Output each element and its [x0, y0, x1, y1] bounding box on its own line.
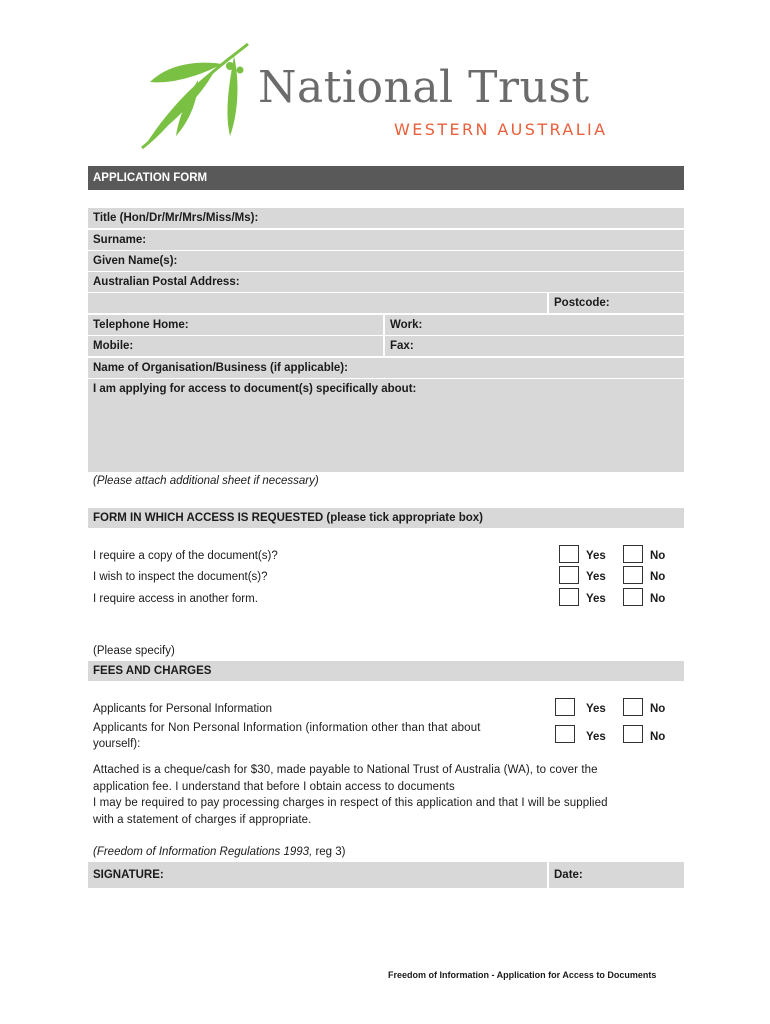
copy-yes-label: Yes [586, 550, 606, 562]
inspect-no-checkbox[interactable] [623, 566, 643, 584]
other-form-no-label: No [650, 593, 666, 605]
logo-subtitle: WESTERN AUSTRALIA [394, 120, 608, 139]
question-copy: I require a copy of the document(s)? [93, 550, 278, 562]
personal-yes-label: Yes [586, 703, 606, 715]
surname-field[interactable] [88, 230, 684, 250]
logo-title: National Trust [258, 62, 590, 113]
personal-no-checkbox[interactable] [623, 698, 643, 716]
page-footer: Freedom of Information - Application for Access to Documents [388, 970, 657, 980]
copy-no-checkbox[interactable] [623, 545, 643, 563]
postcode-field[interactable] [549, 293, 684, 313]
title-field[interactable] [88, 208, 684, 228]
documents-about-field[interactable] [88, 379, 684, 472]
signature-label: SIGNATURE: [93, 869, 164, 881]
signature-field[interactable] [88, 862, 547, 888]
regulation-reference [93, 846, 346, 858]
question-inspect: I wish to inspect the document(s)? [93, 571, 268, 583]
non-personal-yes-label: Yes [586, 731, 606, 743]
postal-address-label: Australian Postal Address: [93, 276, 240, 288]
work-phone-label: Work: [390, 319, 423, 331]
postal-address-line2-field[interactable] [88, 293, 547, 313]
surname-label: Surname: [93, 234, 147, 246]
work-phone-field[interactable] [385, 315, 684, 335]
fax-label: Fax: [390, 340, 414, 352]
documents-about-label: I am applying for access to document(s) specifically about: [93, 383, 417, 395]
other-form-yes-label: Yes [586, 593, 606, 605]
gum-leaf-icon [138, 40, 256, 152]
regulation-rest: reg 3) [312, 846, 346, 858]
personal-no-label: No [650, 703, 666, 715]
organisation-label: Name of Organisation/Business (if applicable): [93, 362, 348, 374]
mobile-label: Mobile: [93, 340, 134, 352]
mobile-field[interactable] [88, 336, 383, 356]
postal-address-field[interactable] [88, 272, 684, 292]
processing-line1: I may be required to pay processing charges in respect of this application and that I will be supplied [93, 797, 608, 810]
title-label: Title (Hon/Dr/Mr/Mrs/Miss/Ms): [93, 212, 259, 224]
fees-non-personal-line1: Applicants for Non Personal Information (information other than that about [93, 722, 481, 734]
processing-line2: with a statement of charges if appropriate. [93, 813, 312, 826]
national-trust-logo [138, 40, 638, 152]
fee-statement-line1: Attached is a cheque/cash for $30, made payable to National Trust of Australia (WA), to cover the [93, 764, 598, 776]
fax-field[interactable] [385, 336, 684, 356]
postcode-label: Postcode: [554, 297, 610, 309]
application-form-header: APPLICATION FORM [88, 166, 684, 190]
other-form-no-checkbox[interactable] [623, 588, 643, 606]
fees-personal-text: Applicants for Personal Information [93, 703, 272, 715]
non-personal-no-checkbox[interactable] [623, 725, 643, 743]
given-names-field[interactable] [88, 251, 684, 271]
telephone-home-field[interactable] [88, 315, 383, 335]
specify-note: (Please specify) [93, 645, 175, 657]
inspect-yes-checkbox[interactable] [559, 566, 579, 584]
organisation-field[interactable] [88, 358, 684, 378]
personal-yes-checkbox[interactable] [555, 698, 575, 716]
copy-yes-checkbox[interactable] [559, 545, 579, 563]
other-form-yes-checkbox[interactable] [559, 588, 579, 606]
inspect-no-label: No [650, 571, 666, 583]
attach-note: (Please attach additional sheet if necessary) [93, 475, 319, 487]
given-names-label: Given Name(s): [93, 255, 178, 267]
inspect-yes-label: Yes [586, 571, 606, 583]
non-personal-yes-checkbox[interactable] [555, 725, 575, 743]
fee-statement [93, 762, 683, 828]
non-personal-no-label: No [650, 731, 666, 743]
telephone-home-label: Telephone Home: [93, 319, 189, 331]
question-other-form: I require access in another form. [93, 593, 258, 605]
regulation-italic: (Freedom of Information Regulations 1993, [93, 846, 313, 858]
fees-header: FEES AND CHARGES [88, 661, 684, 681]
date-field[interactable] [549, 862, 684, 888]
date-label: Date: [554, 869, 583, 881]
access-form-header: FORM IN WHICH ACCESS IS REQUESTED (please tick appropriate box) [88, 508, 684, 528]
fee-statement-line2: application fee. I understand that before I obtain access to documents [93, 780, 455, 793]
fees-non-personal-line2: yourself): [93, 738, 141, 750]
copy-no-label: No [650, 550, 666, 562]
